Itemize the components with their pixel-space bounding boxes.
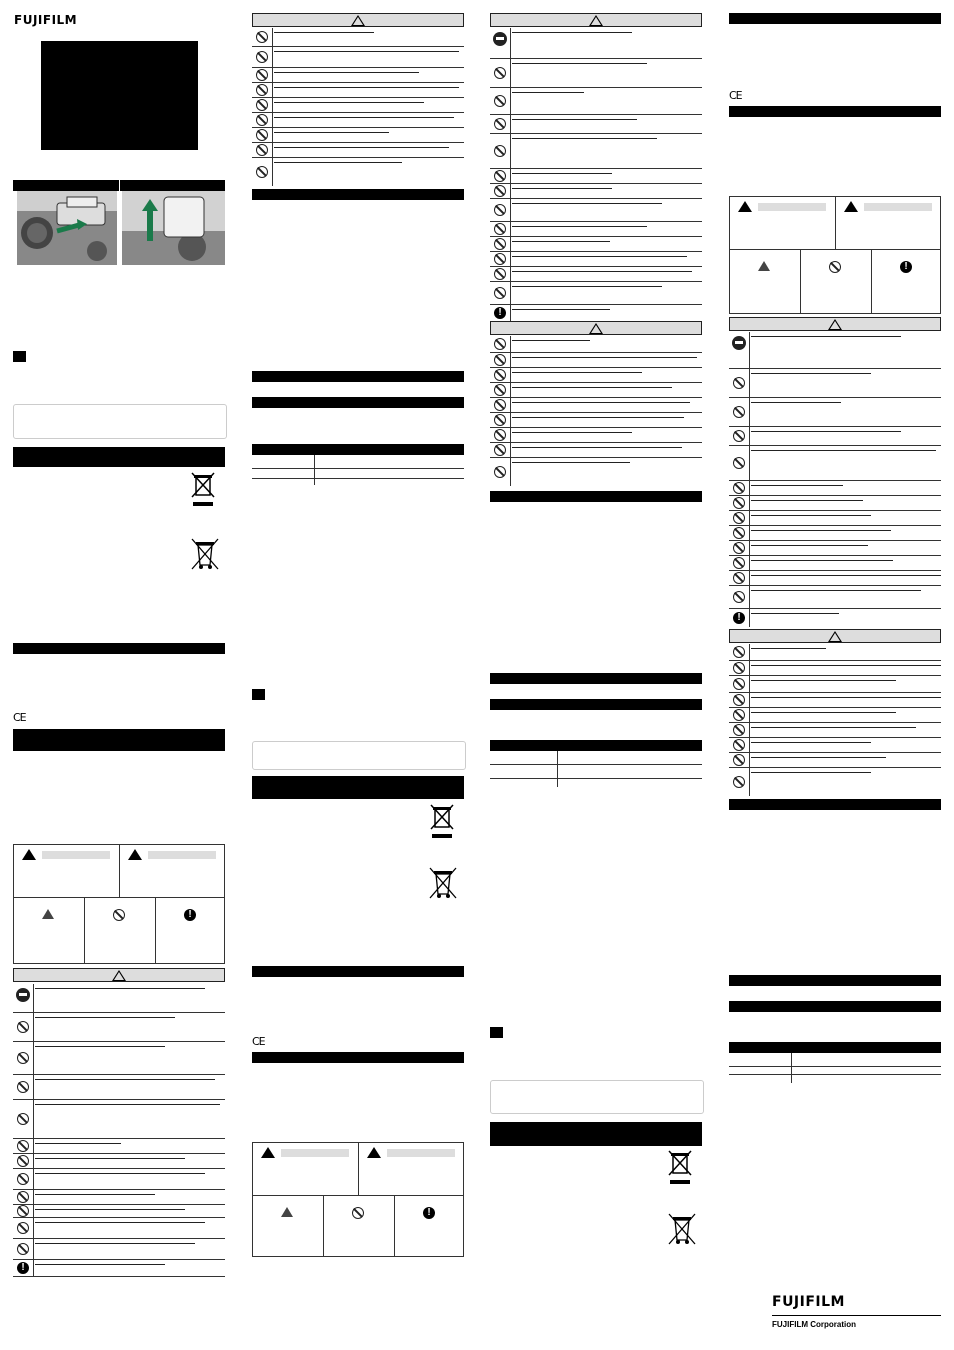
section-bar-attach bbox=[13, 180, 119, 191]
section-bar-3b bbox=[490, 673, 702, 684]
section-bar-disposal bbox=[13, 447, 225, 467]
lang-marker bbox=[490, 1027, 503, 1038]
footer-brand-logo: FUJIFILM bbox=[772, 1294, 845, 1310]
section-bar-3c bbox=[490, 699, 702, 710]
section-bar-raise bbox=[120, 180, 225, 191]
camera-illustration-attach bbox=[17, 191, 117, 265]
spec-table bbox=[252, 455, 464, 485]
section-bar-safety bbox=[252, 1052, 464, 1063]
warning-header bbox=[13, 968, 225, 982]
caution-rows bbox=[252, 28, 464, 186]
section-bar-2c bbox=[252, 397, 464, 408]
crossed-wheelie-bin-icon bbox=[667, 1212, 693, 1242]
caution-header bbox=[729, 629, 941, 643]
product-image-black bbox=[41, 41, 198, 150]
caution-header bbox=[490, 321, 702, 335]
section-bar-disposal bbox=[490, 1122, 702, 1146]
legend-box: ! bbox=[13, 844, 225, 964]
warning-header bbox=[490, 13, 702, 27]
ce-mark: CE bbox=[252, 1035, 265, 1048]
footer-rule bbox=[772, 1315, 941, 1316]
camera-illustration-raise bbox=[122, 191, 225, 265]
lang-marker bbox=[13, 351, 26, 362]
section-bar-4a bbox=[729, 799, 941, 810]
section-bar-2d bbox=[252, 444, 464, 455]
section-bar-3a bbox=[490, 491, 702, 502]
section-bar-2b bbox=[252, 371, 464, 382]
caution-rows bbox=[729, 644, 941, 796]
spec-table bbox=[729, 1053, 941, 1083]
section-bar-eu bbox=[252, 966, 464, 977]
warning-rows: ! bbox=[729, 332, 941, 627]
caution-rows bbox=[490, 336, 702, 486]
section-bar-disposal bbox=[252, 776, 464, 799]
section-bar-3d bbox=[490, 740, 702, 751]
warning-header bbox=[729, 317, 941, 331]
note-box bbox=[13, 404, 227, 439]
crossed-bin-icon bbox=[190, 472, 216, 502]
ce-mark: CE bbox=[729, 89, 742, 102]
crossed-bin-icon bbox=[429, 804, 455, 834]
warning-rows: ! bbox=[13, 984, 225, 1277]
warning-rows: ! bbox=[490, 28, 702, 321]
section-bar-2a bbox=[252, 189, 464, 200]
legend-box: ! bbox=[252, 1142, 464, 1257]
brand-logo: FUJIFILM bbox=[14, 13, 78, 27]
footer-corporation: FUJIFILM Corporation bbox=[772, 1320, 856, 1329]
crossed-bin-icon bbox=[667, 1150, 693, 1180]
section-bar-safety bbox=[729, 106, 941, 117]
caution-header bbox=[252, 13, 464, 27]
note-box bbox=[490, 1080, 704, 1114]
section-bar-eu bbox=[729, 13, 941, 24]
note-box bbox=[252, 741, 466, 770]
lang-marker bbox=[252, 689, 265, 700]
ce-mark: CE bbox=[13, 711, 26, 724]
crossed-wheelie-bin-icon bbox=[190, 537, 216, 567]
section-bar-4d bbox=[729, 1042, 941, 1053]
crossed-wheelie-bin-icon bbox=[428, 866, 454, 896]
legend-box: ! bbox=[729, 196, 941, 314]
section-bar-safety bbox=[13, 729, 225, 751]
section-bar-4b bbox=[729, 975, 941, 986]
section-bar-4c bbox=[729, 1001, 941, 1012]
spec-table bbox=[490, 751, 702, 787]
section-bar-eu bbox=[13, 643, 225, 654]
